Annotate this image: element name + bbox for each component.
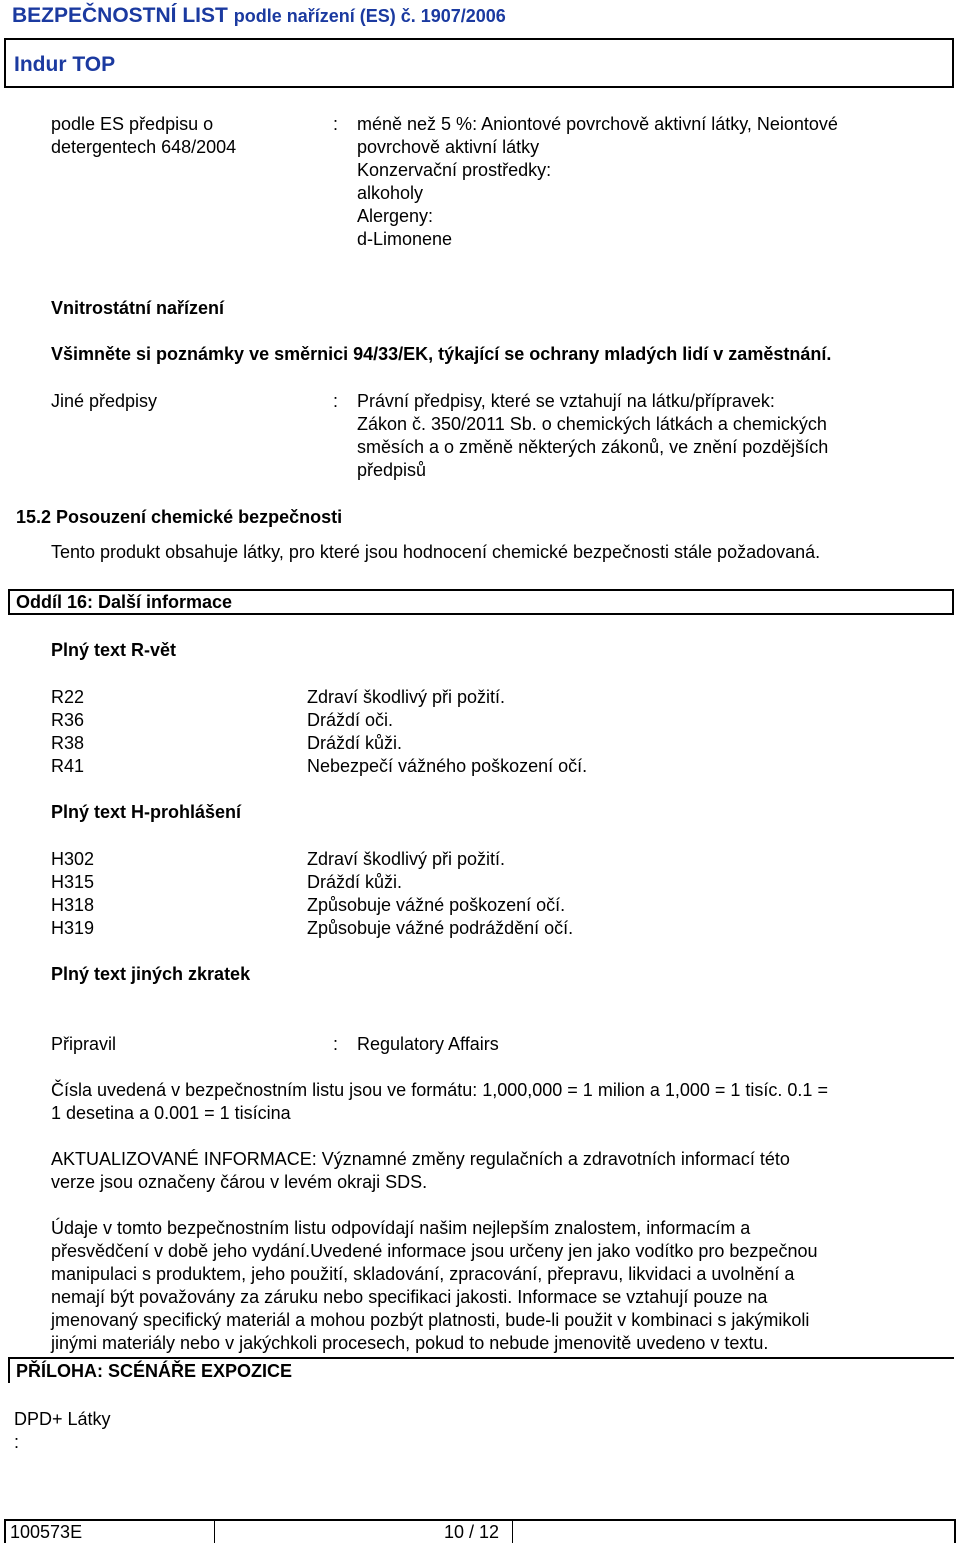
disclaimer-line: nemají být považovány za záruku nebo specifikaci jakosti. Informace se vztahují pouze na [51, 1287, 768, 1307]
detergent-label-line: detergentech 648/2004 [51, 137, 237, 157]
prepared-by-colon: : [333, 1034, 339, 1054]
h-phrase-code: H315 [51, 872, 95, 892]
disclaimer-line: jmenovaný specifický materiál a mohou pozbýt platnosti, bude-li použit v kombinaci s jakýmikoli [51, 1310, 810, 1330]
document-title-text: BEZPEČNOSTNÍ LIST [12, 4, 228, 27]
footer-divider [512, 1521, 513, 1543]
h-phrase-code: H319 [51, 918, 95, 938]
update-line: AKTUALIZOVANÉ INFORMACE: Významné změny regulačních a zdravotních informací této [51, 1149, 790, 1169]
document-title [12, 2, 506, 30]
other-abbrev-heading: Plný text jiných zkratek [51, 964, 251, 984]
prepared-by-value: Regulatory Affairs [357, 1034, 499, 1054]
detergent-value-line: méně než 5 %: Aniontové povrchově aktivní látky, Neiontové [357, 114, 838, 134]
other-regulations-line: předpisů [357, 460, 427, 480]
product-name-box [4, 38, 954, 88]
annex-title-text: PŘÍLOHA: SCÉNÁŘE EXPOZICE [16, 1361, 293, 1381]
dpd-colon: : [14, 1432, 20, 1452]
page-footer [4, 1519, 956, 1543]
detergent-value-line: alkoholy [357, 183, 424, 203]
h-phrase-text: Zdraví škodlivý při požití. [307, 849, 506, 869]
r-phrase-text: Zdraví škodlivý při požití. [307, 687, 506, 707]
number-format-note [51, 1079, 828, 1125]
annex-title [8, 1357, 954, 1383]
other-regulations-colon: : [333, 391, 339, 411]
r-phrase-code: R22 [51, 687, 85, 707]
dpd-label: DPD+ Látky [14, 1409, 111, 1429]
r-phrase-code: R41 [51, 756, 85, 776]
detergent-label [51, 113, 236, 159]
h-phrase-code: H302 [51, 849, 95, 869]
document-subtitle: podle nařízení (ES) č. 1907/2006 [233, 6, 506, 26]
national-heading: Vnitrostátní nařízení [51, 298, 225, 318]
detergent-value-line: povrchově aktivní látky [357, 137, 540, 157]
csa-text: Tento produkt obsahuje látky, pro které jsou hodnocení chemické bezpečnosti stále požadovaná. [51, 542, 821, 562]
other-regulations-label: Jiné předpisy [51, 391, 158, 411]
page-number: 10 / 12 [444, 1522, 500, 1542]
document-number: 100573E [10, 1522, 83, 1542]
disclaimer-line: jinými materiály nebo v jakýchkoli procesech, pokud to nebude jmenovitě uvedeno v textu. [51, 1333, 769, 1353]
other-regulations-line: Zákon č. 350/2011 Sb. o chemických látkách a chemických [357, 414, 827, 434]
detergent-label-line: podle ES předpisu o [51, 114, 214, 134]
r-phrases-heading: Plný text R-vět [51, 640, 177, 660]
section-16-title [8, 589, 954, 615]
detergent-colon: : [333, 114, 339, 134]
other-regulations-line: směsích a o změně některých zákonů, ve znění pozdějších [357, 437, 829, 457]
detergent-value-line: Alergeny: [357, 206, 434, 226]
update-line: verze jsou označeny čárou v levém okraji SDS. [51, 1172, 428, 1192]
r-phrase-code: R36 [51, 710, 85, 730]
h-phrases-heading: Plný text H-prohlášení [51, 802, 242, 822]
h-phrase-text: Dráždí kůži. [307, 872, 403, 892]
number-format-line: 1 desetina a 0.001 = 1 tisícina [51, 1103, 291, 1123]
update-note [51, 1148, 790, 1194]
detergent-value-line: Konzervační prostředky: [357, 160, 552, 180]
footer-divider [214, 1521, 215, 1543]
number-format-line: Čísla uvedená v bezpečnostním listu jsou ve formátu: 1,000,000 = 1 milion a 1,000 = 1 tisíc. 0.1 = [51, 1080, 828, 1100]
h-phrase-text: Způsobuje vážné podráždění očí. [307, 918, 574, 938]
detergent-value-line: d-Limonene [357, 229, 453, 249]
section-16-title-text: Oddíl 16: Další informace [16, 592, 233, 612]
r-phrase-code: R38 [51, 733, 85, 753]
csa-heading: 15.2 Posouzení chemické bezpečnosti [16, 507, 343, 527]
other-regulations-line: Právní předpisy, které se vztahují na látku/přípravek: [357, 391, 775, 411]
disclaimer-line: přesvědčení v době jeho vydání.Uvedené informace jsou určeny jen jako vodítko pro bezpečnou [51, 1241, 818, 1261]
r-phrase-text: Nebezpečí vážného poškození očí. [307, 756, 588, 776]
prepared-by-label: Připravil [51, 1034, 117, 1054]
other-regulations-value [357, 390, 828, 482]
r-phrase-text: Dráždí oči. [307, 710, 394, 730]
disclaimer-line: Údaje v tomto bezpečnostním listu odpovídají našim nejlepším znalostem, informacím a [51, 1218, 751, 1238]
disclaimer [51, 1217, 817, 1355]
h-phrase-code: H318 [51, 895, 95, 915]
h-phrase-text: Způsobuje vážné poškození očí. [307, 895, 566, 915]
detergent-value [357, 113, 838, 251]
national-note: Všimněte si poznámky ve směrnici 94/33/EK, týkající se ochrany mladých lidí v zaměstnání. [51, 344, 832, 364]
disclaimer-line: manipulaci s produktem, jeho použití, skladování, zpracování, přepravu, likvidaci a uvolnění a [51, 1264, 795, 1284]
product-name: Indur TOP [14, 53, 116, 76]
r-phrase-text: Dráždí kůži. [307, 733, 403, 753]
